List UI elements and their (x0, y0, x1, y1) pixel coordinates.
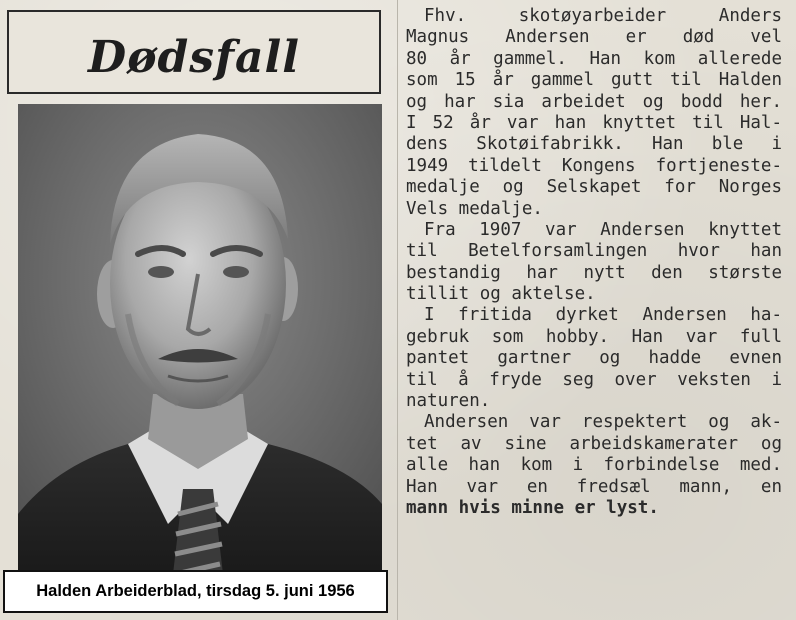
text-line: medalje og Selskapet for Norges (406, 177, 782, 198)
text-line: og har sia arbeidet og bodd her. (406, 91, 782, 112)
text-line: naturen. (406, 391, 491, 412)
text-line: pantet gartner og hadde evnen (406, 348, 782, 369)
portrait-photo (18, 104, 382, 604)
text-line: til Betelforsamlingen hvor han (406, 241, 782, 262)
obituary-text (406, 6, 782, 519)
text-line: tillit og aktelse. (406, 284, 596, 305)
text-line: gebruk som hobby. Han var full (406, 326, 782, 347)
text-line: Andersen var respektert og ak- (424, 412, 782, 433)
paragraph-3 (406, 305, 782, 412)
text-line: alle han kom i forbindelse med. (406, 455, 782, 476)
text-line: Fra 1907 var Andersen knyttet (424, 219, 782, 240)
paragraph-4 (406, 412, 782, 519)
text-line: I 52 år var han knyttet til Hal- (406, 112, 782, 133)
text-line: til å fryde seg over veksten i (406, 369, 782, 390)
text-line: 80 år gammel. Han kom allerede (406, 48, 782, 69)
headline-box (7, 10, 381, 94)
text-line: Magnus Andersen er død vel (406, 27, 782, 48)
text-line: Fhv. skotøyarbeider Anders (424, 6, 782, 26)
text-line: bestandig har nytt den største (406, 262, 782, 283)
text-line: som 15 år gammel gutt til Halden (406, 70, 782, 91)
text-line: Vels medalje. (406, 198, 543, 219)
text-line: Han var en fredsæl mann, en (406, 476, 782, 497)
text-line: tet av sine arbeidskamerater og (406, 433, 782, 454)
text-line: I fritida dyrket Andersen ha- (424, 305, 782, 326)
column-divider (397, 0, 398, 620)
text-line: dens Skotøifabrikk. Han ble i (406, 134, 782, 155)
text-line: 1949 tildelt Kongens fortjeneste- (406, 155, 782, 176)
headline: Dødsfall (88, 32, 300, 83)
paragraph-1 (406, 6, 782, 220)
source-caption: Halden Arbeiderblad, tirsdag 5. juni 1956 (3, 570, 388, 613)
text-line: mann hvis minne er lyst. (406, 497, 659, 518)
paragraph-2 (406, 220, 782, 306)
